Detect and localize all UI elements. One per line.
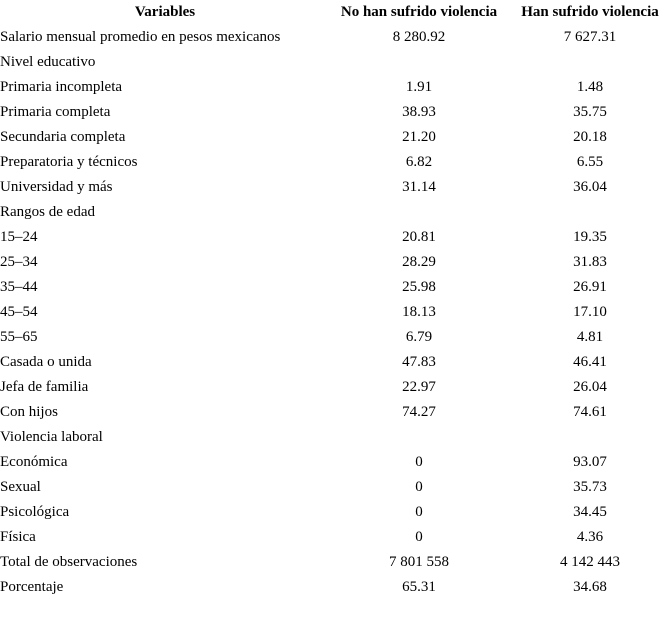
row-value-violence: 93.07 [573, 454, 607, 470]
row-section-label: Violencia laboral [0, 429, 103, 445]
table-row [0, 450, 672, 475]
row-variable-label: Porcentaje [0, 579, 64, 595]
row-value-violence: 36.04 [573, 179, 607, 195]
table-row [0, 175, 672, 200]
table-row [0, 325, 672, 350]
row-value-violence [508, 50, 672, 75]
row-variable-label: 45–54 [0, 304, 38, 320]
table-row [0, 275, 672, 300]
table-row [0, 425, 672, 450]
table-row [0, 400, 672, 425]
row-variable-label: 25–34 [0, 254, 38, 270]
row-variable-label: Universidad y más [0, 179, 113, 195]
row-value-no-violence: 20.81 [402, 229, 436, 245]
row-value-no-violence: 6.82 [405, 154, 433, 170]
row-value-no-violence: 7 801 558 [389, 554, 449, 570]
row-value-no-violence: 25.98 [402, 279, 436, 295]
table-row [0, 200, 672, 225]
row-variable-label: 15–24 [0, 229, 38, 245]
row-value-violence: 6.55 [576, 154, 604, 170]
row-value-violence: 20.18 [573, 129, 607, 145]
row-value-no-violence: 28.29 [402, 254, 436, 270]
row-value-no-violence: 0 [415, 504, 423, 520]
row-section-label: Rangos de edad [0, 204, 95, 220]
row-value-no-violence: 0 [415, 454, 423, 470]
table-row [0, 150, 672, 175]
row-value-no-violence: 38.93 [402, 104, 436, 120]
row-variable-label: Primaria incompleta [0, 79, 123, 95]
table-header-row [0, 0, 672, 25]
row-value-violence: 26.91 [573, 279, 607, 295]
row-variable-label: Económica [0, 454, 68, 470]
row-variable-label: Con hijos [0, 404, 58, 420]
row-variable-label: Salario mensual promedio en pesos mexicanos [0, 29, 281, 45]
row-value-no-violence: 31.14 [402, 179, 436, 195]
row-variable-label: Primaria completa [0, 104, 111, 120]
table-header [0, 0, 672, 25]
row-value-no-violence: 0 [415, 529, 423, 545]
row-value-no-violence: 1.91 [405, 79, 433, 95]
row-value-violence: 26.04 [573, 379, 607, 395]
row-value-violence: 4.36 [576, 529, 604, 545]
row-value-violence: 4 142 443 [560, 554, 620, 570]
row-value-violence: 35.73 [573, 479, 607, 495]
table-row [0, 25, 672, 50]
row-value-violence: 17.10 [573, 304, 607, 320]
row-value-no-violence: 65.31 [402, 579, 436, 595]
table-row [0, 125, 672, 150]
row-value-no-violence: 18.13 [402, 304, 436, 320]
table-row [0, 300, 672, 325]
row-value-no-violence: 47.83 [402, 354, 436, 370]
row-value-no-violence [330, 425, 508, 450]
column-header-variables: Variables [134, 4, 196, 20]
table-row [0, 550, 672, 575]
row-variable-label: Total de observaciones [0, 554, 138, 570]
row-variable-label: Psicológica [0, 504, 70, 520]
table-row [0, 75, 672, 100]
table-row [0, 500, 672, 525]
table-row [0, 575, 672, 600]
row-variable-label: Preparatoria y técnicos [0, 154, 138, 170]
row-value-violence [508, 200, 672, 225]
table-body [0, 25, 672, 600]
row-value-violence: 34.45 [573, 504, 607, 520]
row-value-violence: 19.35 [573, 229, 607, 245]
table-row [0, 100, 672, 125]
column-header-violence: Han sufrido violencia [521, 4, 659, 20]
row-value-violence: 34.68 [573, 579, 607, 595]
table-row [0, 225, 672, 250]
row-value-violence [508, 425, 672, 450]
table-row [0, 350, 672, 375]
table-row [0, 50, 672, 75]
row-variable-label: Física [0, 529, 36, 545]
row-variable-label: Secundaria completa [0, 129, 126, 145]
row-variable-label: 35–44 [0, 279, 38, 295]
row-value-violence: 1.48 [576, 79, 604, 95]
row-value-no-violence: 21.20 [402, 129, 436, 145]
row-value-no-violence: 74.27 [402, 404, 436, 420]
table-row [0, 525, 672, 550]
row-value-no-violence: 22.97 [402, 379, 436, 395]
row-value-violence: 7 627.31 [563, 29, 617, 45]
column-header-no-violence: No han sufrido violencia [340, 4, 498, 20]
row-value-violence: 4.81 [576, 329, 604, 345]
row-variable-label: Sexual [0, 479, 41, 495]
row-value-violence: 46.41 [573, 354, 607, 370]
row-value-no-violence: 8 280.92 [392, 29, 446, 45]
row-variable-label: 55–65 [0, 329, 38, 345]
row-value-no-violence [330, 50, 508, 75]
row-value-no-violence [330, 200, 508, 225]
row-value-violence: 74.61 [573, 404, 607, 420]
table-row [0, 250, 672, 275]
row-section-label: Nivel educativo [0, 54, 96, 70]
row-value-no-violence: 6.79 [405, 329, 433, 345]
row-variable-label: Jefa de familia [0, 379, 89, 395]
table-row [0, 475, 672, 500]
row-value-no-violence: 0 [415, 479, 423, 495]
row-value-violence: 35.75 [573, 104, 607, 120]
table-row [0, 375, 672, 400]
row-value-violence: 31.83 [573, 254, 607, 270]
row-variable-label: Casada o unida [0, 354, 92, 370]
